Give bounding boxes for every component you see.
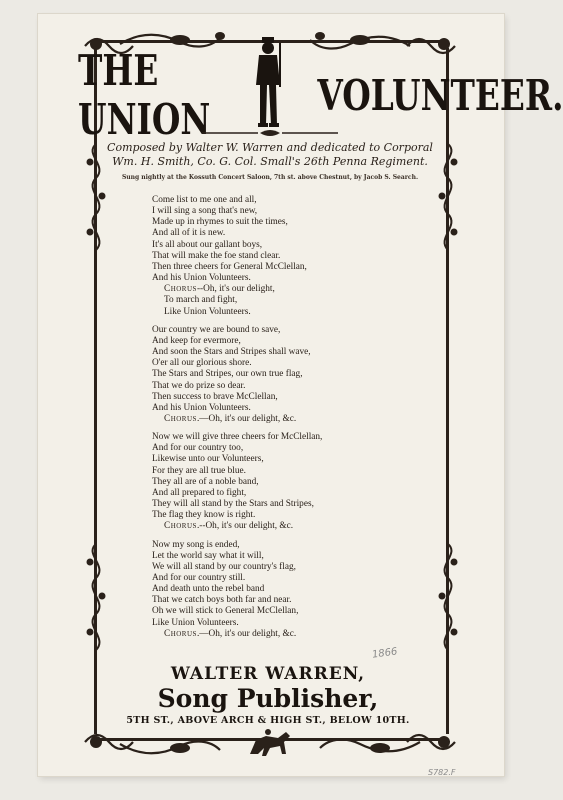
lyric-text: And keep for evermore, [152, 335, 241, 346]
lyric-line [152, 403, 422, 414]
bottom-scroll-ornament [80, 724, 460, 760]
chorus-label: Chorus [164, 521, 197, 532]
lyric-line [152, 551, 422, 562]
chorus-label: Chorus [164, 628, 197, 639]
lyric-text: Likewise unto our Volunteers, [152, 454, 264, 465]
lyric-text: To march and fight, [164, 295, 238, 306]
lyric-line [152, 584, 422, 595]
title-word-1: THE UNION [78, 46, 211, 144]
lyric-text: And all prepared to fight, [152, 487, 247, 498]
lyric-text: I will sing a song that's new, [152, 206, 258, 217]
lyric-text: .—Oh, it's our delight, &c. [196, 628, 297, 639]
stanza-gap [152, 533, 422, 540]
chorus-label: Chorus [164, 284, 197, 295]
lyric-line [152, 273, 422, 284]
lyric-text: That we do prize so dear. [152, 380, 246, 391]
lyric-line [152, 195, 422, 206]
lyric-line [152, 595, 422, 606]
lyric-text: We will all stand by our country's flag, [152, 561, 296, 572]
lyric-line [152, 454, 422, 465]
lyric-text: Come list to me one and all, [152, 195, 257, 205]
chorus-label: Chorus [164, 413, 197, 424]
lyric-line [152, 540, 422, 551]
lyric-text: --Oh, it's our delight, [196, 284, 275, 295]
lyric-text: For they are all true blue. [152, 465, 246, 476]
lyric-line [152, 369, 422, 380]
right-scroll-ornament-lower [434, 540, 462, 660]
dedication-text: Composed by Walter W. Warren and dedicated to Corporal Wm. H. Smith, Co. G. Col. Small's 26th Penna Regiment. [107, 141, 433, 168]
lyric-text: And his Union Volunteers. [152, 273, 251, 284]
lyric-line [152, 432, 422, 443]
lyric-line [152, 510, 422, 521]
publisher-address: 5TH ST., ABOVE ARCH & HIGH ST., BELOW 10TH. [126, 715, 410, 726]
lyric-text: Then three cheers for General McClellan, [152, 261, 307, 272]
stanza-gap [152, 318, 422, 325]
lyric-line [152, 262, 422, 273]
lyric-text: The flag they know is right. [152, 510, 256, 521]
performance-note: Sung nightly at the Kossuth Concert Saloon, 7th st. above Chestnut, by Jacob S. Search. [121, 174, 419, 181]
lyric-text: It's all about our gallant boys, [152, 239, 263, 250]
lyric-text: Then success to brave McClellan, [152, 391, 278, 402]
lyric-line [152, 477, 422, 488]
lyric-line [152, 443, 422, 454]
lyric-text: O'er all our glorious shore. [152, 358, 252, 369]
lyric-line [152, 562, 422, 573]
lyric-line [152, 606, 422, 617]
left-scroll-ornament-lower [82, 540, 110, 660]
lyric-line [152, 618, 422, 629]
lyric-text: They will all stand by the Stars and Stripes, [152, 499, 314, 510]
lyric-line [152, 573, 422, 584]
lyric-text: Now we will give three cheers for McClellan, [152, 432, 323, 443]
lyric-text: And death unto the rebel band [152, 584, 265, 595]
lyric-line [152, 392, 422, 403]
publisher-imprint [80, 663, 456, 729]
lyric-text: Made up in rhymes to suit the times, [152, 217, 288, 228]
lyric-text: Our country we are bound to save, [152, 324, 281, 335]
chorus-line [152, 295, 422, 306]
chorus-line [152, 521, 422, 532]
lyric-line [152, 347, 422, 358]
lyric-text: The Stars and Stripes, our own true flag, [152, 369, 303, 380]
lyric-text: And his Union Volunteers. [152, 402, 251, 413]
lyric-text: Like Union Volunteers. [152, 617, 239, 628]
lyric-line [152, 499, 422, 510]
pencil-date-annotation: 1866 [371, 646, 399, 661]
lyric-line [152, 228, 422, 239]
lyric-text: And all of it is new. [152, 228, 226, 239]
lyric-text: Like Union Volunteers. [164, 306, 251, 317]
lyric-text: Oh we will stick to General McClellan, [152, 606, 299, 617]
chorus-line [152, 414, 422, 425]
lyric-line [152, 206, 422, 217]
catalog-number-annotation: S782.F [428, 768, 456, 777]
lyric-text: Now my song is ended, [152, 539, 240, 550]
lyric-text: They all are of a noble band, [152, 476, 259, 487]
lyric-line [152, 466, 422, 477]
lyric-text: And for our country too, [152, 443, 244, 454]
chorus-line [152, 629, 422, 640]
lyric-line [152, 358, 422, 369]
lyric-text: That we catch boys both far and near. [152, 595, 292, 606]
lyric-line [152, 336, 422, 347]
lyric-line [152, 488, 422, 499]
chorus-line [152, 284, 422, 295]
publisher-name: WALTER WARREN, [170, 664, 366, 684]
lyric-text: Let the world say what it will, [152, 550, 264, 561]
chorus-line [152, 307, 422, 318]
lyric-line [152, 240, 422, 251]
publisher-title: Song Publisher, [157, 684, 379, 713]
lyric-line [152, 325, 422, 336]
lyric-text: That will make the foe stand clear. [152, 250, 281, 261]
song-lyrics [152, 195, 422, 640]
lyric-text: And soon the Stars and Stripes shall wave, [152, 347, 311, 358]
lyric-line [152, 381, 422, 392]
title-divider [200, 128, 340, 138]
lyric-text: And for our country still. [152, 573, 246, 583]
lyric-text: .--Oh, it's our delight, &c. [196, 521, 294, 532]
lyric-line [152, 217, 422, 228]
soldier-figure-icon [249, 35, 287, 131]
lyric-line [152, 251, 422, 262]
lyric-text: .—Oh, it's our delight, &c. [196, 413, 297, 424]
title-word-2: VOLUNTEER. [317, 70, 563, 120]
